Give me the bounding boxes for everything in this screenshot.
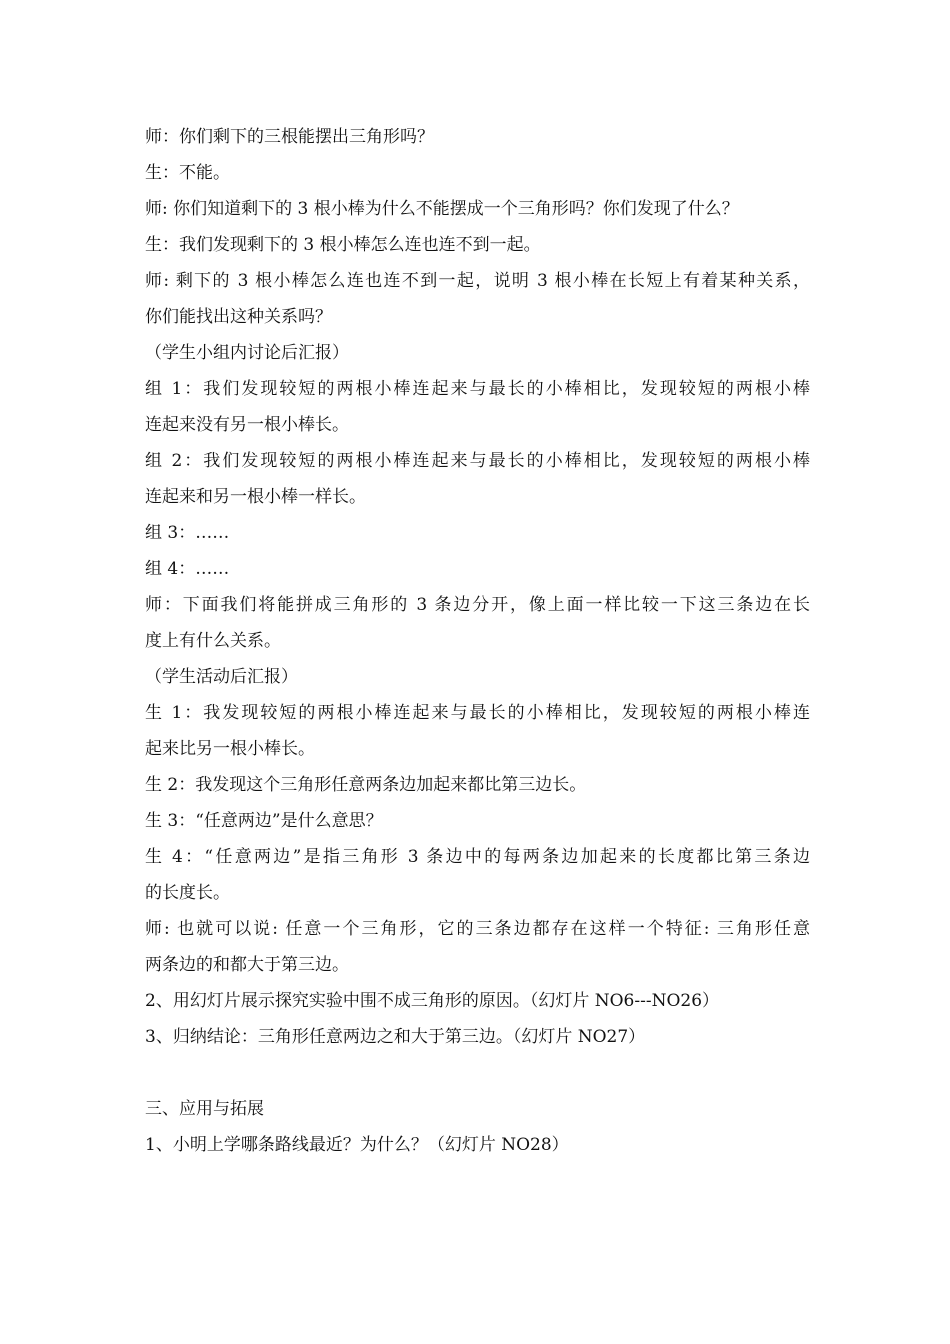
text-line: 师: 剩下的 3 根小棒怎么连也连不到一起，说明 3 根小棒在长短上有着某种关系， <box>145 271 810 291</box>
text-line: 师：下面我们将能拼成三角形的 3 条边分开，像上面一样比较一下这三条边在长 <box>145 595 810 615</box>
text-line: （学生小组内讨论后汇报） <box>145 343 349 363</box>
text-line: 1、小明上学哪条路线最近？为什么？（幻灯片 NO28） <box>145 1135 569 1155</box>
blank-line <box>145 1055 810 1091</box>
text-line: 生 2：我发现这个三角形任意两条边加起来都比第三边长。 <box>145 775 587 795</box>
text-line: 师：你们剩下的三根能摆出三角形吗？ <box>145 127 434 147</box>
text-line: 连起来没有另一根小棒长。 <box>145 415 349 435</box>
text-line: 生：不能。 <box>145 163 230 183</box>
text-line: 起来比另一根小棒长。 <box>145 739 315 759</box>
text-line: 生 3：“任意两边”是什么意思？ <box>145 811 383 831</box>
document-body <box>145 119 810 1163</box>
section-heading: 三、应用与拓展 <box>145 1099 264 1119</box>
text-line: 度上有什么关系。 <box>145 631 281 651</box>
text-line: 生 1：我发现较短的两根小棒连起来与最长的小棒相比，发现较短的两根小棒连 <box>145 703 810 723</box>
text-line: 生 4：“任意两边”是指三角形 3 条边中的每两条边加起来的长度都比第三条边 <box>145 847 810 867</box>
text-line: 的长度长。 <box>145 883 230 903</box>
text-line: 组 2：我们发现较短的两根小棒连起来与最长的小棒相比，发现较短的两根小棒 <box>145 451 810 471</box>
text-line: 连起来和另一根小棒一样长。 <box>145 487 366 507</box>
text-line: 师: 你们知道剩下的 3 根小棒为什么不能摆成一个三角形吗？你们发现了什么？ <box>145 199 739 219</box>
text-line: 师: 也就可以说: 任意一个三角形，它的三条边都存在这样一个特征: 三角形任意 <box>145 919 810 939</box>
text-line: 3、归纳结论：三角形任意两边之和大于第三边。（幻灯片 NO27） <box>145 1027 646 1047</box>
text-line: 组 4：…… <box>145 559 230 579</box>
text-line: 生：我们发现剩下的 3 根小棒怎么连也连不到一起。 <box>145 235 541 255</box>
text-line: 两条边的和都大于第三边。 <box>145 955 349 975</box>
text-line: 你们能找出这种关系吗？ <box>145 307 332 327</box>
text-line: 组 3：…… <box>145 523 230 543</box>
text-line: 组 1：我们发现较短的两根小棒连起来与最长的小棒相比，发现较短的两根小棒 <box>145 379 810 399</box>
text-line: 2、用幻灯片展示探究实验中围不成三角形的原因。（幻灯片 NO6---NO26） <box>145 991 720 1011</box>
text-line: （学生活动后汇报） <box>145 667 298 687</box>
